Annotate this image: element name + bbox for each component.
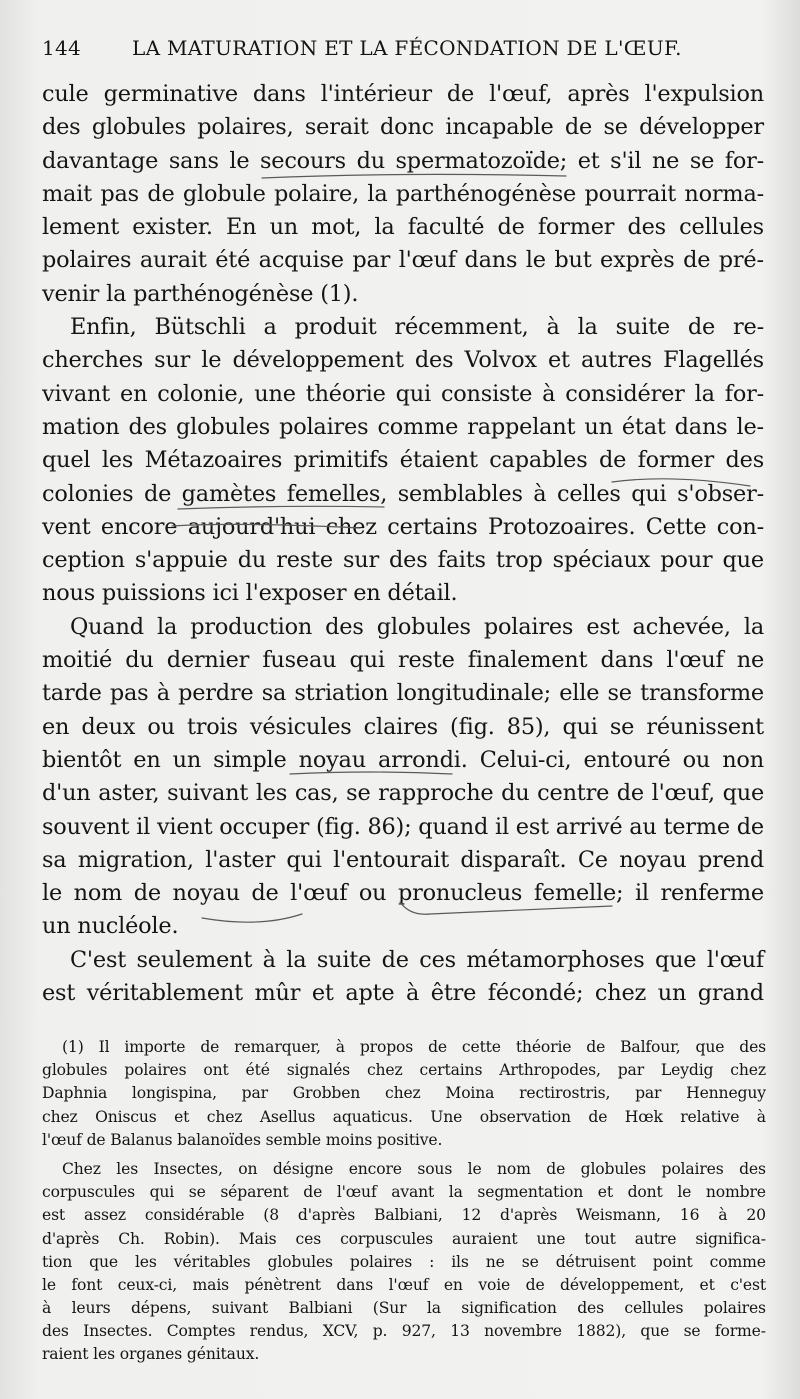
footnote-line: chez Oniscus et chez Asellus aquaticus. Une observation de Hœk relative à bbox=[42, 1107, 766, 1126]
text-line: venir la parthénogénèse (1). bbox=[42, 280, 359, 307]
footnote-line: est assez considérable (8 d'après Balbiani, 12 d'après Weismann, 16 à 20 bbox=[42, 1206, 766, 1225]
footnote-line: Daphnia longispina, par Grobben chez Moina rectirostris, par Henneguy bbox=[42, 1084, 766, 1103]
footnote-line: Chez les Insectes, on désigne encore sous le nom de globules polaires des bbox=[62, 1159, 766, 1178]
footnote-line: corpuscules qui se séparent de l'œuf avant la segmentation et dont le nombre bbox=[42, 1183, 766, 1202]
text-line: vivant en colonie, une théorie qui consiste à considérer la for- bbox=[42, 380, 764, 407]
text-line: vent encore aujourd'hui chez certains Protozoaires. Cette con- bbox=[42, 513, 764, 540]
text-line: un nucléole. bbox=[42, 913, 179, 940]
text-line: en deux ou trois vésicules claires (fig. 85), qui se réunissent bbox=[42, 713, 764, 740]
text-line: polaires aurait été acquise par l'œuf dans le but exprès de pré- bbox=[42, 247, 764, 274]
text-line: tarde pas à perdre sa striation longitudinale; elle se transforme bbox=[42, 680, 764, 707]
footnote-line: des Insectes. Comptes rendus, XCV, p. 927, 13 novembre 1882), que se forme- bbox=[42, 1322, 766, 1341]
running-title: LA MATURATION ET LA FÉCONDATION DE L'ŒUF. bbox=[132, 36, 682, 60]
footnote-line: le font ceux-ci, mais pénètrent dans l'œuf en voie de développement, et c'est bbox=[42, 1275, 766, 1294]
main-text bbox=[42, 78, 764, 1010]
text-line: cherches sur le développement des Volvox et autres Flagellés bbox=[42, 347, 764, 374]
text-line: lement exister. En un mot, la faculté de former des cellules bbox=[42, 214, 764, 241]
footnote-line: globules polaires ont été signalés chez certains Arthropodes, par Leydig chez bbox=[42, 1061, 766, 1080]
text-line: bientôt en un simple noyau arrondi. Celui-ci, entouré ou non bbox=[42, 746, 764, 773]
text-line: quel les Métazoaires primitifs étaient capables de former des bbox=[42, 447, 764, 474]
text-line: mation des globules polaires comme rappelant un état dans le- bbox=[42, 413, 764, 440]
text-line: souvent il vient occuper (fig. 86); quand il est arrivé au terme de bbox=[42, 813, 764, 840]
footnote-line: tion que les véritables globules polaires : ils ne se détruisent point comme bbox=[42, 1252, 766, 1271]
text-line: Quand la production des globules polaires est achevée, la bbox=[70, 613, 764, 640]
footnote-line: l'œuf de Balanus balanoïdes semble moins positive. bbox=[42, 1130, 443, 1149]
text-line: davantage sans le secours du spermatozoïde; et s'il ne se for- bbox=[42, 147, 764, 174]
text-line: nous puissions ici l'exposer en détail. bbox=[42, 580, 458, 607]
text-line: est véritablement mûr et apte à être fécondé; chez un grand bbox=[42, 980, 764, 1007]
text-line: des globules polaires, serait donc incapable de se développer bbox=[42, 114, 764, 141]
text-line: C'est seulement à la suite de ces métamorphoses que l'œuf bbox=[70, 946, 764, 973]
page-number: 144 bbox=[42, 36, 82, 60]
footnote-line: à leurs dépens, suivant Balbiani (Sur la signification des cellules polaires bbox=[42, 1299, 766, 1318]
text-line: ception s'appuie du reste sur des faits trop spéciaux pour que bbox=[42, 547, 764, 574]
text-line: colonies de gamètes femelles, semblables à celles qui s'obser- bbox=[42, 480, 764, 507]
text-line: Enfin, Bütschli a produit récemment, à la suite de re- bbox=[70, 314, 764, 341]
text-line: moitié du dernier fuseau qui reste finalement dans l'œuf ne bbox=[42, 647, 764, 674]
footnote-line: (1) Il importe de remarquer, à propos de cette théorie de Balfour, que des bbox=[62, 1038, 766, 1056]
text-line: cule germinative dans l'intérieur de l'œuf, après l'expulsion bbox=[42, 81, 764, 107]
text-line: le nom de noyau de l'œuf ou pronucleus femelle; il renferme bbox=[42, 880, 764, 907]
footnote-line: d'après Ch. Robin). Mais ces corpuscules auraient une tout autre significa- bbox=[42, 1229, 766, 1248]
footnotes bbox=[42, 1036, 766, 1367]
running-head bbox=[42, 36, 764, 66]
text-line: d'un aster, suivant les cas, se rapproche du centre de l'œuf, que bbox=[42, 780, 764, 807]
text-line: sa migration, l'aster qui l'entourait disparaît. Ce noyau prend bbox=[42, 846, 764, 873]
footnote-line: raient les organes génitaux. bbox=[42, 1345, 260, 1364]
text-line: mait pas de globule polaire, la parthénogénèse pourrait norma- bbox=[42, 180, 764, 207]
